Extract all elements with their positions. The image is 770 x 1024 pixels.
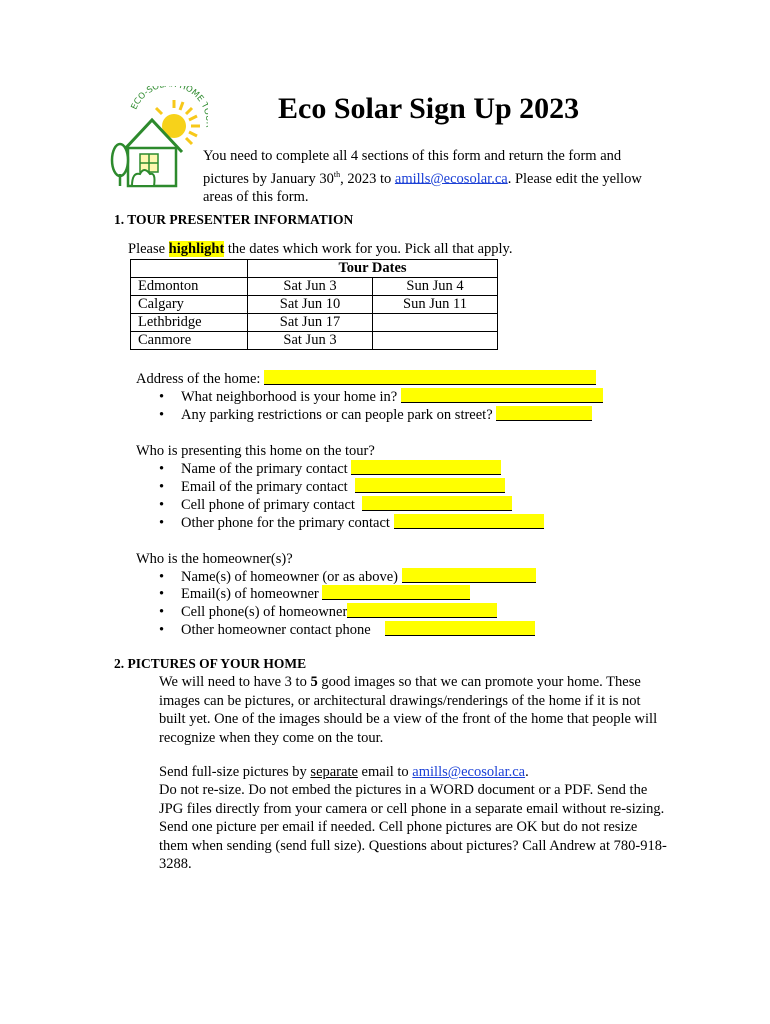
- table-row: [131, 314, 498, 332]
- page-title: Eco Solar Sign Up 2023: [278, 92, 580, 125]
- list-item: • What neighborhood is your home in?: [181, 388, 603, 406]
- city-cell: Canmore: [131, 332, 248, 350]
- section-heading-tour-presenter: 1. TOUR PRESENTER INFORMATION: [114, 212, 354, 227]
- date-cell[interactable]: Sat Jun 3: [248, 278, 373, 296]
- homeowner-question: Who is the homeowner(s)?: [136, 551, 293, 567]
- list-item: • Other phone for the primary contact: [181, 514, 544, 532]
- date-cell: [373, 332, 498, 350]
- date-cell[interactable]: Sat Jun 10: [248, 296, 373, 314]
- table-row: [131, 278, 498, 296]
- table-row: [131, 296, 498, 314]
- primary-name-field[interactable]: [351, 460, 501, 475]
- intro-paragraph: You need to complete all 4 sections of this form and return the form and pictures by January 30th, 2023 to amills@ecosolar.ca. Please edit the yellow areas of this form.: [203, 148, 642, 205]
- date-cell[interactable]: Sun Jun 11: [373, 296, 498, 314]
- neighborhood-field[interactable]: [401, 388, 603, 403]
- list-item: • Cell phone of primary contact: [181, 496, 512, 514]
- list-item: • Name(s) of homeowner (or as above): [181, 568, 536, 586]
- city-cell: Calgary: [131, 296, 248, 314]
- primary-email-field[interactable]: [355, 478, 505, 493]
- homeowner-email-field[interactable]: [322, 585, 470, 600]
- table-row: [131, 332, 498, 350]
- list-item: • Other homeowner contact phone: [181, 621, 535, 639]
- tour-dates-table: [130, 259, 498, 350]
- list-item: • Name of the primary contact: [181, 460, 501, 478]
- email-link[interactable]: amills@ecosolar.ca: [394, 170, 508, 187]
- resize-instructions: Do not re-size. Do not embed the pictures in a WORD document or a PDF. Send the JPG files directly from your camera or cell phone in a separate email without re-sizing. Send one picture per email if needed. Cell phone pictures are OK but do not resize them when sending (send full size). Questions about pictures? Call Andrew at 780-918-3288.: [159, 782, 667, 872]
- logo-text: ECO-SO HOME: [129, 86, 206, 112]
- primary-cell-field[interactable]: [362, 496, 512, 511]
- address-field[interactable]: [264, 370, 596, 385]
- homeowner-other-phone-field[interactable]: [385, 621, 535, 636]
- homeowner-cell-field[interactable]: [347, 603, 497, 618]
- list-item: • Email(s) of homeowner: [181, 585, 470, 603]
- list-item: • Any parking restrictions or can people park on street?: [181, 406, 592, 424]
- date-cell[interactable]: Sat Jun 3: [248, 332, 373, 350]
- primary-other-phone-field[interactable]: [394, 514, 544, 529]
- table-header: Tour Dates: [248, 260, 498, 278]
- date-cell[interactable]: Sun Jun 4: [373, 278, 498, 296]
- list-item: • Cell phone(s) of homeowner: [181, 603, 497, 621]
- address-question: Address of the home:: [136, 370, 596, 388]
- eco-solar-logo: [108, 86, 208, 190]
- dates-instruction: Please highlight the dates which work for you. Pick all that apply.: [128, 241, 513, 257]
- list-item: • Email of the primary contact: [181, 478, 505, 496]
- table-header-row: [131, 260, 498, 278]
- presenter-question: Who is presenting this home on the tour?: [136, 443, 375, 459]
- date-cell[interactable]: Sat Jun 17: [248, 314, 373, 332]
- email-link[interactable]: amills@ecosolar.ca: [412, 764, 526, 780]
- city-cell: Edmonton: [131, 278, 248, 296]
- city-cell: Lethbridge: [131, 314, 248, 332]
- section-heading-pictures: 2. PICTURES OF YOUR HOME: [114, 656, 307, 671]
- date-cell: [373, 314, 498, 332]
- send-pictures-line: Send full-size pictures by separate email to amills@ecosolar.ca.: [159, 764, 529, 780]
- parking-field[interactable]: [496, 406, 592, 421]
- pictures-paragraph: We will need to have 3 to 5 good images so that we can promote your home. These images can be pictures, or architectural drawings/renderings of the home if it is not built yet. One of the images should be a view of the front of the home that people will recognize when they come on the tour.: [159, 674, 658, 746]
- homeowner-name-field[interactable]: [402, 568, 536, 583]
